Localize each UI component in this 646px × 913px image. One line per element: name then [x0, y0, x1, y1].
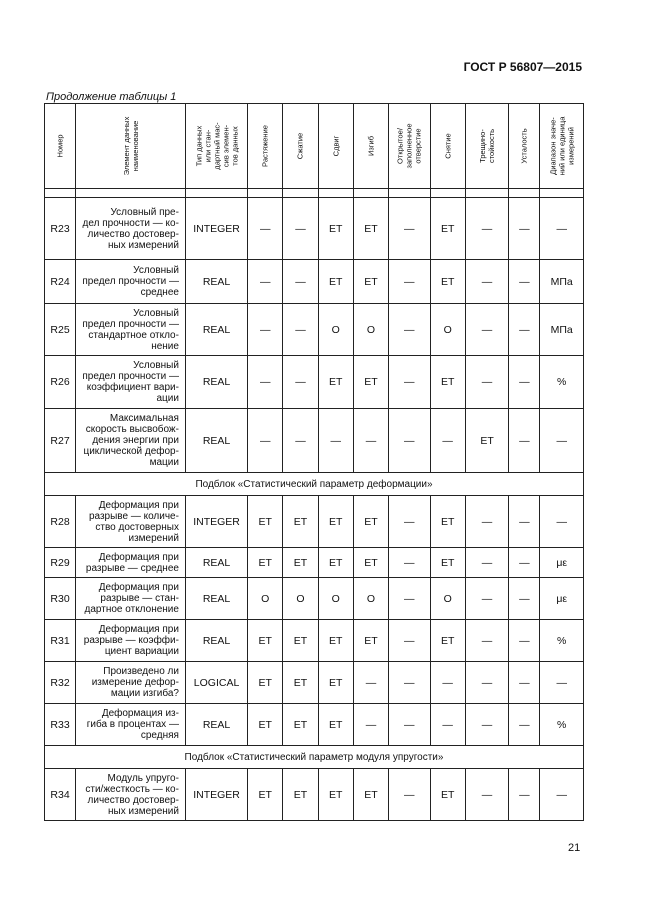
table-cell: ET — [283, 662, 318, 704]
table-cell: ET — [353, 769, 388, 821]
table-cell: — — [509, 496, 540, 548]
column-header-label: Растяжение — [260, 125, 270, 167]
table-cell: — — [540, 198, 584, 260]
table-cell: ET — [248, 662, 283, 704]
table-row — [45, 548, 584, 578]
element-name: Деформация при разрыве — количе- ство достоверных измерений — [76, 496, 186, 548]
table-cell: % — [540, 704, 584, 746]
table-body — [45, 198, 584, 821]
table-cell: με — [540, 548, 584, 578]
column-header — [465, 104, 509, 189]
row-number: R29 — [45, 548, 76, 578]
table-cell: ET — [318, 496, 353, 548]
data-type: REAL — [185, 356, 247, 409]
table-cell: — — [353, 704, 388, 746]
table-cell: ET — [318, 548, 353, 578]
table-cell: O — [318, 304, 353, 356]
table-cell: % — [540, 620, 584, 662]
table-cell: ET — [430, 260, 465, 304]
table-row — [45, 662, 584, 704]
table-cell: ET — [318, 260, 353, 304]
table-cell: — — [465, 198, 509, 260]
row-number: R26 — [45, 356, 76, 409]
subblock-title: Подблок «Статистический параметр модуля упругости» — [45, 746, 584, 769]
table-cell: ET — [353, 548, 388, 578]
column-header — [45, 104, 76, 189]
table-row — [45, 704, 584, 746]
table-cell: — — [509, 409, 540, 473]
row-number: R27 — [45, 409, 76, 473]
table-cell: ET — [353, 496, 388, 548]
column-header-label: Снятие — [443, 133, 453, 159]
spacer-cell — [540, 189, 584, 198]
table-row — [45, 578, 584, 620]
element-name: Условный предел прочности — коэффициент вари- ации — [76, 356, 186, 409]
table-cell: ET — [283, 704, 318, 746]
table-row — [45, 409, 584, 473]
table-cell: — — [509, 662, 540, 704]
table-cell: ET — [430, 769, 465, 821]
spacer-cell — [465, 189, 509, 198]
table-cell: — — [389, 304, 430, 356]
table-cell: ET — [248, 620, 283, 662]
data-type: REAL — [185, 620, 247, 662]
table-cell: O — [430, 304, 465, 356]
column-header — [509, 104, 540, 189]
row-number: R28 — [45, 496, 76, 548]
table-row — [45, 198, 584, 260]
element-name: Условный предел прочности — стандартное откло- нение — [76, 304, 186, 356]
column-header-label: Сдвиг — [331, 135, 341, 157]
element-name: Произведено ли измерение дефор- мации изгиба? — [76, 662, 186, 704]
subblock-row — [45, 473, 584, 496]
table-cell: — — [389, 769, 430, 821]
column-header-label: Номер — [55, 134, 65, 158]
table-header-row — [45, 104, 584, 189]
table-cell: — — [465, 356, 509, 409]
table-cell: O — [248, 578, 283, 620]
table-row — [45, 304, 584, 356]
element-name: Максимальная скорость высвобож- дения энергии при циклической дефор- мации — [76, 409, 186, 473]
table-cell: — — [540, 409, 584, 473]
table-cell: — — [389, 409, 430, 473]
column-header — [353, 104, 388, 189]
row-number: R32 — [45, 662, 76, 704]
table-cell: ET — [248, 548, 283, 578]
table-cell: — — [248, 409, 283, 473]
table-cell: — — [389, 496, 430, 548]
column-header-label: Открытое/ заполненное отверстие — [395, 123, 423, 169]
header-spacer-row — [45, 189, 584, 198]
element-name: Деформация при разрыве — коэффи- циент вариации — [76, 620, 186, 662]
table-cell: — — [430, 409, 465, 473]
table-cell: — — [430, 662, 465, 704]
data-type: REAL — [185, 304, 247, 356]
table-cell: O — [353, 578, 388, 620]
column-header-label: Элемент данных наименование — [121, 116, 140, 176]
table-cell: με — [540, 578, 584, 620]
table-cell: ET — [318, 620, 353, 662]
data-type: REAL — [185, 260, 247, 304]
table-row — [45, 260, 584, 304]
data-type: REAL — [185, 409, 247, 473]
row-number: R25 — [45, 304, 76, 356]
table-cell: ET — [283, 548, 318, 578]
table-cell: — — [465, 260, 509, 304]
table-cell: ET — [318, 769, 353, 821]
column-header-label: Диапазон значе- ний или единица измерений — [548, 116, 576, 176]
table-cell: — — [389, 578, 430, 620]
data-type: LOGICAL — [185, 662, 247, 704]
table-row — [45, 496, 584, 548]
table-cell: — — [540, 662, 584, 704]
subblock-row — [45, 746, 584, 769]
table-cell: — — [465, 578, 509, 620]
table-cell: — — [353, 662, 388, 704]
table-row — [45, 356, 584, 409]
data-type: INTEGER — [185, 496, 247, 548]
table-cell: — — [465, 620, 509, 662]
row-number: R34 — [45, 769, 76, 821]
column-header-label: Усталость — [519, 128, 529, 164]
table-cell: — — [465, 304, 509, 356]
row-number: R31 — [45, 620, 76, 662]
table-cell: ET — [465, 409, 509, 473]
table-cell: — — [509, 198, 540, 260]
table-cell: ET — [318, 662, 353, 704]
table-cell: — — [389, 620, 430, 662]
table-cell: — — [389, 704, 430, 746]
table-cell: ET — [283, 620, 318, 662]
row-number: R33 — [45, 704, 76, 746]
column-header-label: Трещино- стойкость — [478, 128, 497, 164]
element-name: Деформация при разрыве — стан- дартное отклонение — [76, 578, 186, 620]
data-type: REAL — [185, 704, 247, 746]
table-cell: ET — [248, 496, 283, 548]
subblock-title: Подблок «Статистический параметр деформации» — [45, 473, 584, 496]
data-type: REAL — [185, 578, 247, 620]
table-cell: % — [540, 356, 584, 409]
table-cell: — — [540, 769, 584, 821]
table-cell: — — [318, 409, 353, 473]
table-cell: ET — [283, 496, 318, 548]
table-cell: — — [283, 260, 318, 304]
table-cell: — — [283, 356, 318, 409]
spacer-cell — [185, 189, 247, 198]
row-number: R23 — [45, 198, 76, 260]
spacer-cell — [389, 189, 430, 198]
table-cell: — — [509, 304, 540, 356]
table-continuation-caption: Продолжение таблицы 1 — [46, 91, 177, 103]
spacer-cell — [509, 189, 540, 198]
table-cell: — — [540, 496, 584, 548]
table-cell: ET — [318, 356, 353, 409]
column-header — [185, 104, 247, 189]
data-type: INTEGER — [185, 198, 247, 260]
spacer-cell — [45, 189, 76, 198]
page-number: 21 — [568, 842, 581, 854]
table-cell: — — [430, 704, 465, 746]
table-cell: — — [248, 198, 283, 260]
table-cell: — — [509, 769, 540, 821]
table-cell: O — [430, 578, 465, 620]
table-cell: ET — [430, 620, 465, 662]
data-elements-table — [44, 103, 584, 821]
spacer-cell — [76, 189, 186, 198]
table-cell: — — [283, 198, 318, 260]
table-cell: — — [283, 409, 318, 473]
spacer-cell — [430, 189, 465, 198]
table-cell: — — [283, 304, 318, 356]
column-header-label: Тип данных или стан- дартный мас- сив элемен- тов данных — [194, 122, 240, 170]
table-cell: O — [318, 578, 353, 620]
table-cell: ET — [430, 496, 465, 548]
data-type: INTEGER — [185, 769, 247, 821]
table-cell: — — [248, 356, 283, 409]
table-cell: — — [248, 304, 283, 356]
table-cell: — — [389, 548, 430, 578]
table-cell: — — [389, 356, 430, 409]
table-cell: O — [283, 578, 318, 620]
element-name: Условный предел прочности — среднее — [76, 260, 186, 304]
table-row — [45, 620, 584, 662]
table-cell: МПа — [540, 304, 584, 356]
column-header — [540, 104, 584, 189]
table-row — [45, 769, 584, 821]
table-cell: — — [465, 769, 509, 821]
table-cell: — — [465, 662, 509, 704]
table-cell: ET — [430, 356, 465, 409]
table-cell: — — [389, 260, 430, 304]
standard-number: ГОСТ Р 56807—2015 — [463, 60, 582, 74]
table-cell: O — [353, 304, 388, 356]
data-type: REAL — [185, 548, 247, 578]
column-header — [248, 104, 283, 189]
table-cell: — — [248, 260, 283, 304]
table-cell: — — [509, 620, 540, 662]
column-header-label: Изгиб — [366, 135, 376, 157]
table-cell: — — [509, 578, 540, 620]
table-cell: — — [509, 704, 540, 746]
table-cell: ET — [318, 704, 353, 746]
table-cell: — — [389, 198, 430, 260]
table-cell: ET — [353, 356, 388, 409]
row-number: R30 — [45, 578, 76, 620]
column-header — [318, 104, 353, 189]
table-cell: — — [465, 548, 509, 578]
table-cell: ET — [283, 769, 318, 821]
table-cell: МПа — [540, 260, 584, 304]
table-cell: ET — [248, 769, 283, 821]
table-cell: — — [353, 409, 388, 473]
element-name: Деформация из- гиба в процентах — средняя — [76, 704, 186, 746]
spacer-cell — [318, 189, 353, 198]
spacer-cell — [353, 189, 388, 198]
table-cell: — — [509, 356, 540, 409]
row-number: R24 — [45, 260, 76, 304]
column-header — [283, 104, 318, 189]
column-header-label: Сжатие — [295, 132, 305, 160]
table-cell: ET — [353, 620, 388, 662]
table-cell: ET — [430, 198, 465, 260]
column-header — [389, 104, 430, 189]
element-name: Условный пре- дел прочности — ко- личество достовер- ных измерений — [76, 198, 186, 260]
table-cell: — — [389, 662, 430, 704]
table-cell: — — [509, 260, 540, 304]
table-cell: ET — [318, 198, 353, 260]
table-cell: — — [509, 548, 540, 578]
table-cell: ET — [430, 548, 465, 578]
column-header — [76, 104, 186, 189]
table-cell: — — [465, 704, 509, 746]
table-cell: ET — [353, 260, 388, 304]
element-name: Деформация при разрыве — среднее — [76, 548, 186, 578]
spacer-cell — [283, 189, 318, 198]
table-cell: ET — [353, 198, 388, 260]
column-header — [430, 104, 465, 189]
table-cell: ET — [248, 704, 283, 746]
element-name: Модуль упруго- сти/жесткость — ко- личество достовер- ных измерений — [76, 769, 186, 821]
table-cell: — — [465, 496, 509, 548]
spacer-cell — [248, 189, 283, 198]
